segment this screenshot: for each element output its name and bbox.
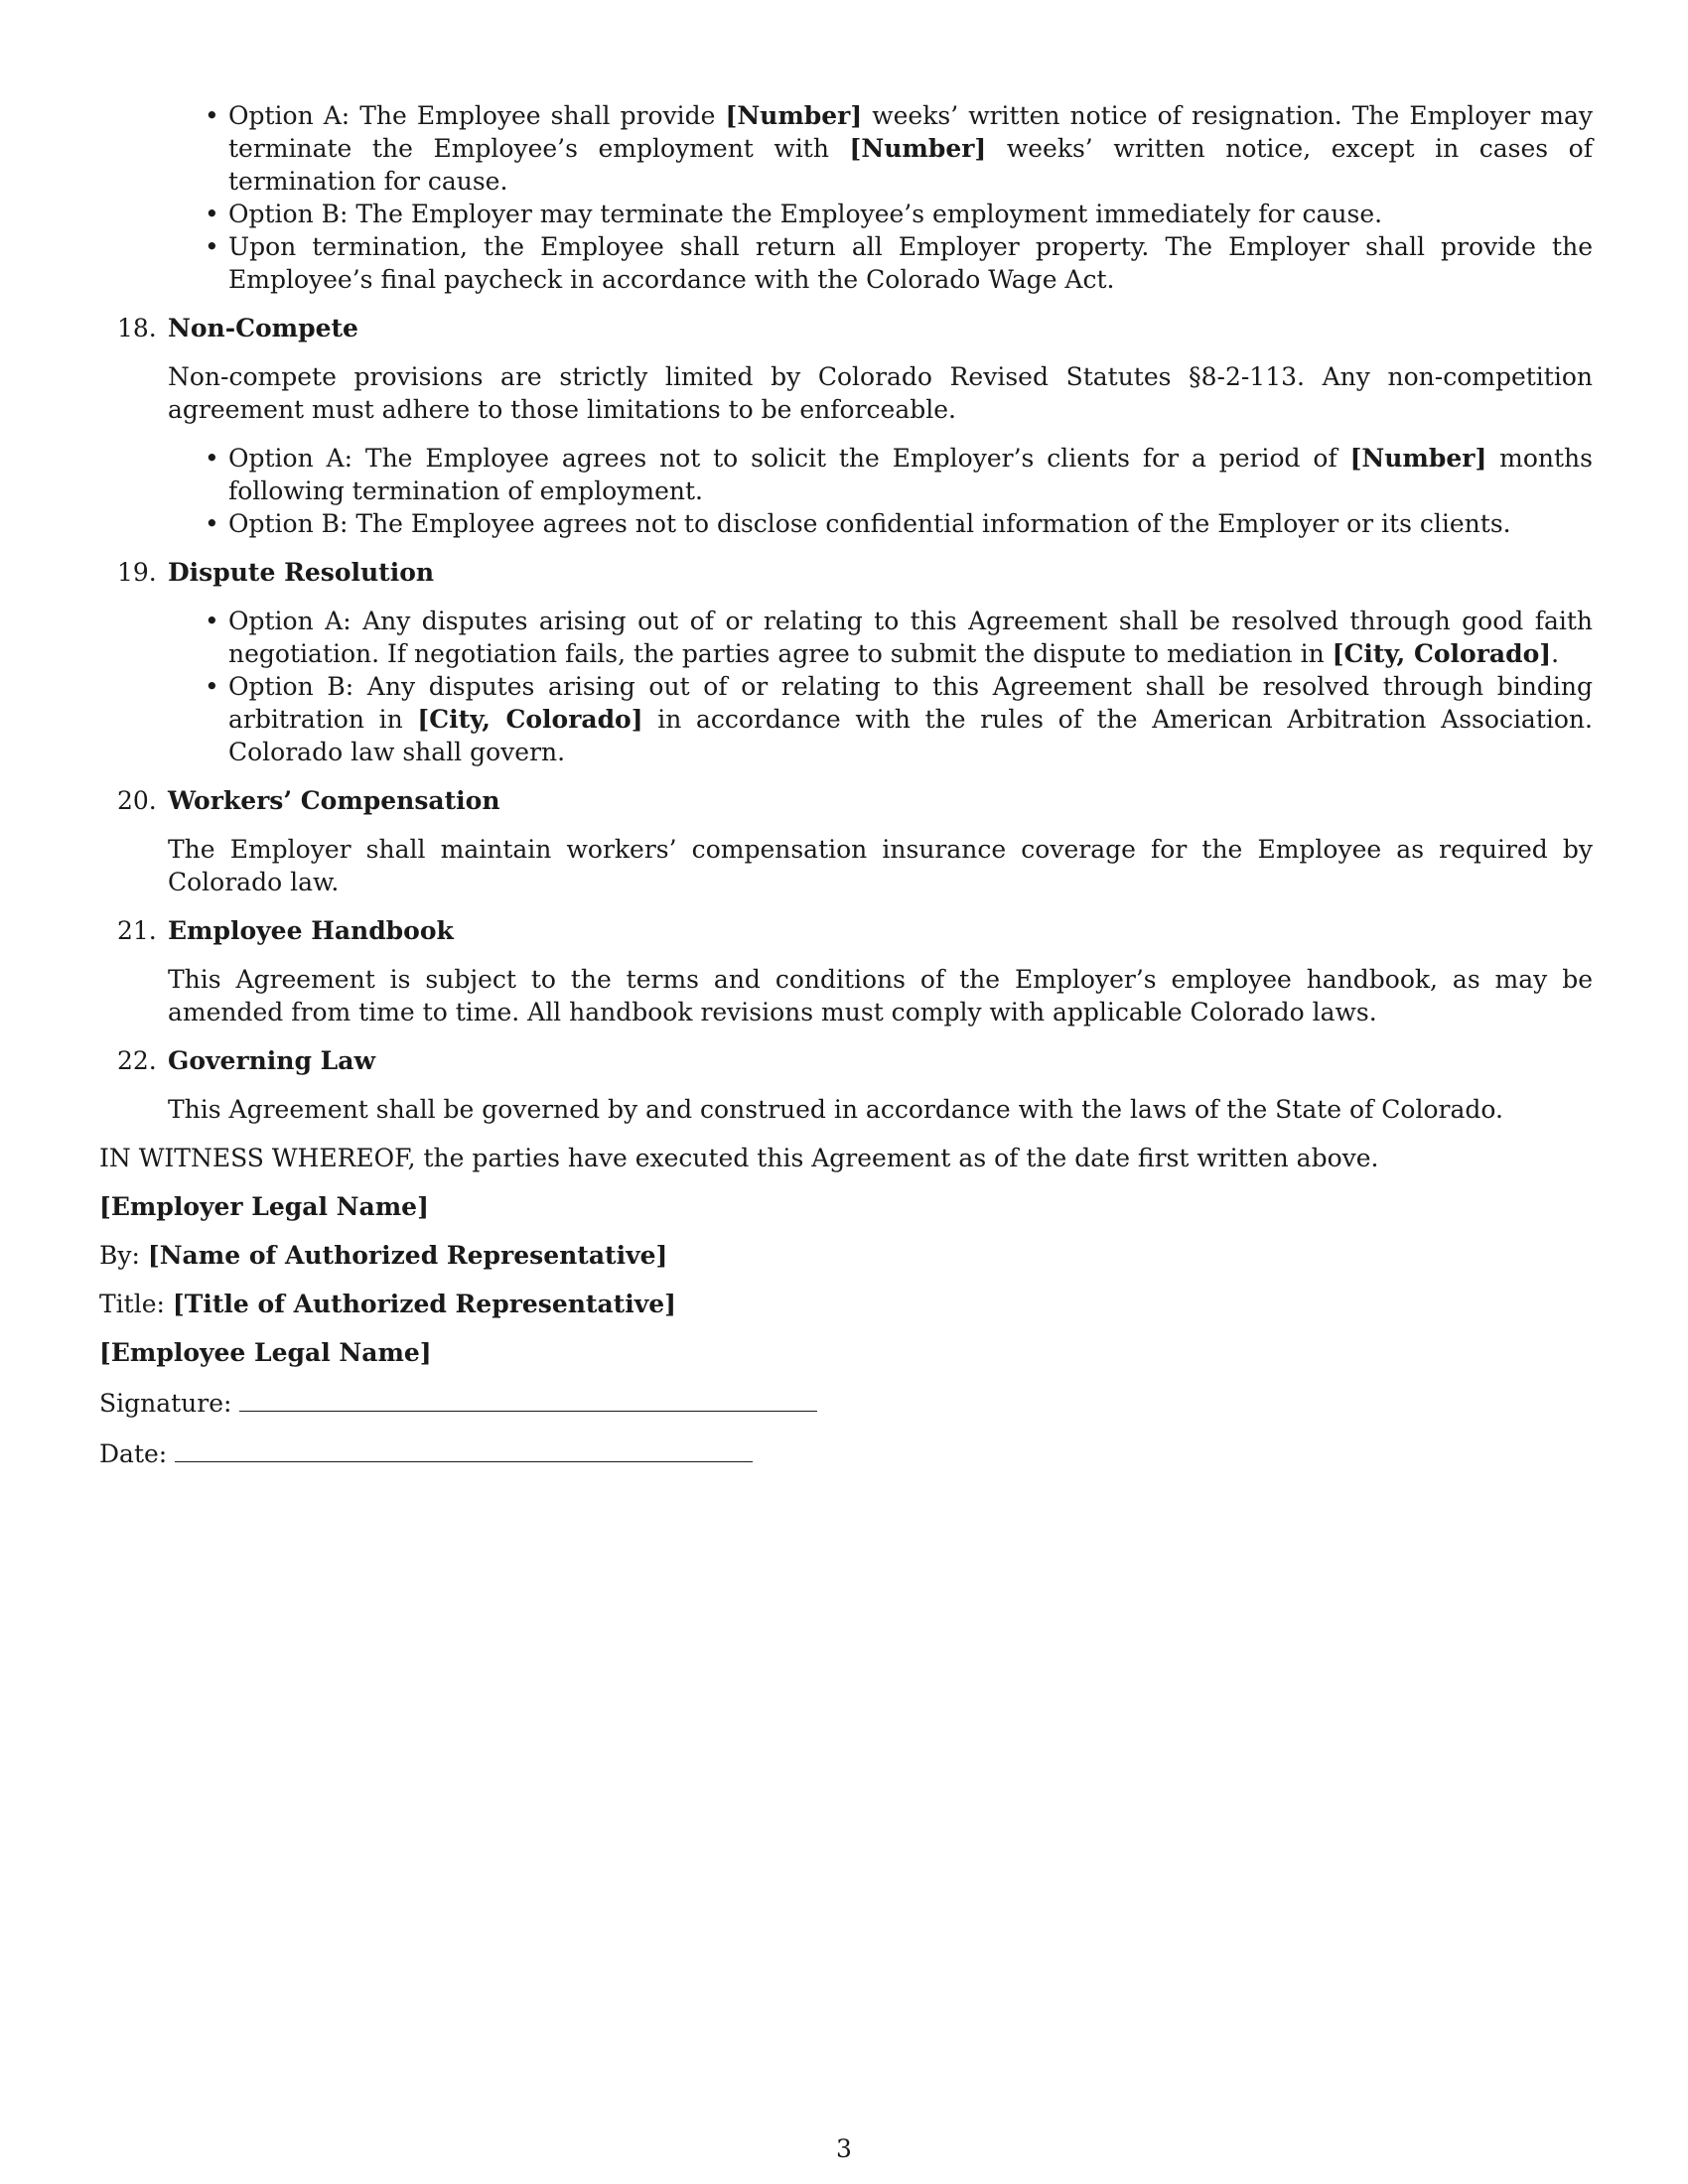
placeholder: [Number] <box>1349 444 1487 473</box>
section-heading-non-compete <box>99 312 1593 344</box>
termination-options-list <box>99 99 1593 296</box>
witness-statement: IN WITNESS WHEREOF, the parties have executed this Agreement as of the date first written above. <box>99 1144 1379 1172</box>
list-item: • Option B: The Employer may terminate the Employee’s employment immediately for cause. <box>228 198 1593 230</box>
paragraph: This Agreement shall be governed by and construed in accordance with the laws of the State of Colorado. <box>168 1095 1503 1124</box>
date-field[interactable] <box>175 1435 753 1462</box>
paragraph: Non-compete provisions are strictly limited by Colorado Revised Statutes §8-2-113. Any non-competition agreement must adhere to those limitations to be enforceable. <box>168 362 1593 424</box>
page-number: 3 <box>836 2134 852 2163</box>
title-line: Title: [Title of Authorized Representative] <box>99 1290 676 1318</box>
list-item: • Option A: Any disputes arising out of or relating to this Agreement shall be resolved through good faith negotiation. If negotiation fails, the parties agree to submit the dispute to mediation in [City, Colorado]. <box>228 605 1593 670</box>
paragraph: The Employer shall maintain workers’ compensation insurance coverage for the Employee as required by Colorado law. <box>168 835 1593 896</box>
section-number: 20. <box>117 786 157 815</box>
placeholder: [City, Colorado] <box>1332 639 1552 668</box>
paragraph: This Agreement is subject to the terms and conditions of the Employer’s employee handbook, as may be amended from time to time. All handbook revisions must comply with applicable Colorado laws. <box>168 965 1593 1026</box>
placeholder: [Name of Authorized Representative] <box>147 1241 668 1270</box>
by-line: By: [Name of Authorized Representative] <box>99 1241 668 1270</box>
placeholder: [Title of Authorized Representative] <box>172 1290 676 1318</box>
placeholder: [City, Colorado] <box>417 705 643 734</box>
employee-legal-name: [Employee Legal Name] <box>99 1338 432 1367</box>
section-heading-governing-law <box>99 1044 1593 1077</box>
list-item: • Option B: The Employee agrees not to disclose confidential information of the Employer or its clients. <box>228 507 1593 540</box>
section-heading-dispute-resolution <box>99 556 1593 589</box>
list-item: • Option A: The Employee agrees not to solicit the Employer’s clients for a period of [Number] months following termination of employment. <box>228 442 1593 507</box>
section-number: 19. <box>117 558 157 587</box>
signature-field[interactable] <box>239 1385 817 1412</box>
date-line: Date: <box>99 1435 1593 1470</box>
section-title: Governing Law <box>168 1046 375 1075</box>
section-number: 22. <box>117 1046 157 1075</box>
section-title: Employee Handbook <box>168 916 454 945</box>
signature-line: Signature: <box>99 1385 1593 1420</box>
section-title: Workers’ Compensation <box>168 786 500 815</box>
placeholder: [Number] <box>849 134 987 163</box>
section-title: Dispute Resolution <box>168 558 435 587</box>
list-item: • Option B: Any disputes arising out of or relating to this Agreement shall be resolved through binding arbitration in [City, Colorado] in accordance with the rules of the American Arbitration Association. Colorado law shall govern. <box>228 670 1593 768</box>
list-item: • Upon termination, the Employee shall return all Employer property. The Employer shall provide the Employee’s final paycheck in accordance with the Colorado Wage Act. <box>228 230 1593 296</box>
placeholder: [Number] <box>725 101 863 130</box>
non-compete-options-list <box>99 442 1593 540</box>
document-page <box>99 99 1593 1470</box>
section-title: Non-Compete <box>168 314 358 342</box>
dispute-options-list <box>99 605 1593 768</box>
section-number: 18. <box>117 314 157 342</box>
section-heading-workers-compensation <box>99 784 1593 817</box>
employer-legal-name: [Employer Legal Name] <box>99 1192 429 1221</box>
section-number: 21. <box>117 916 157 945</box>
section-heading-employee-handbook <box>99 914 1593 947</box>
list-item: • Option A: The Employee shall provide [Number] weeks’ written notice of resignation. The Employer may terminate the Employee’s employment with [Number] weeks’ written notice, except in cases of termination for cause. <box>228 99 1593 198</box>
